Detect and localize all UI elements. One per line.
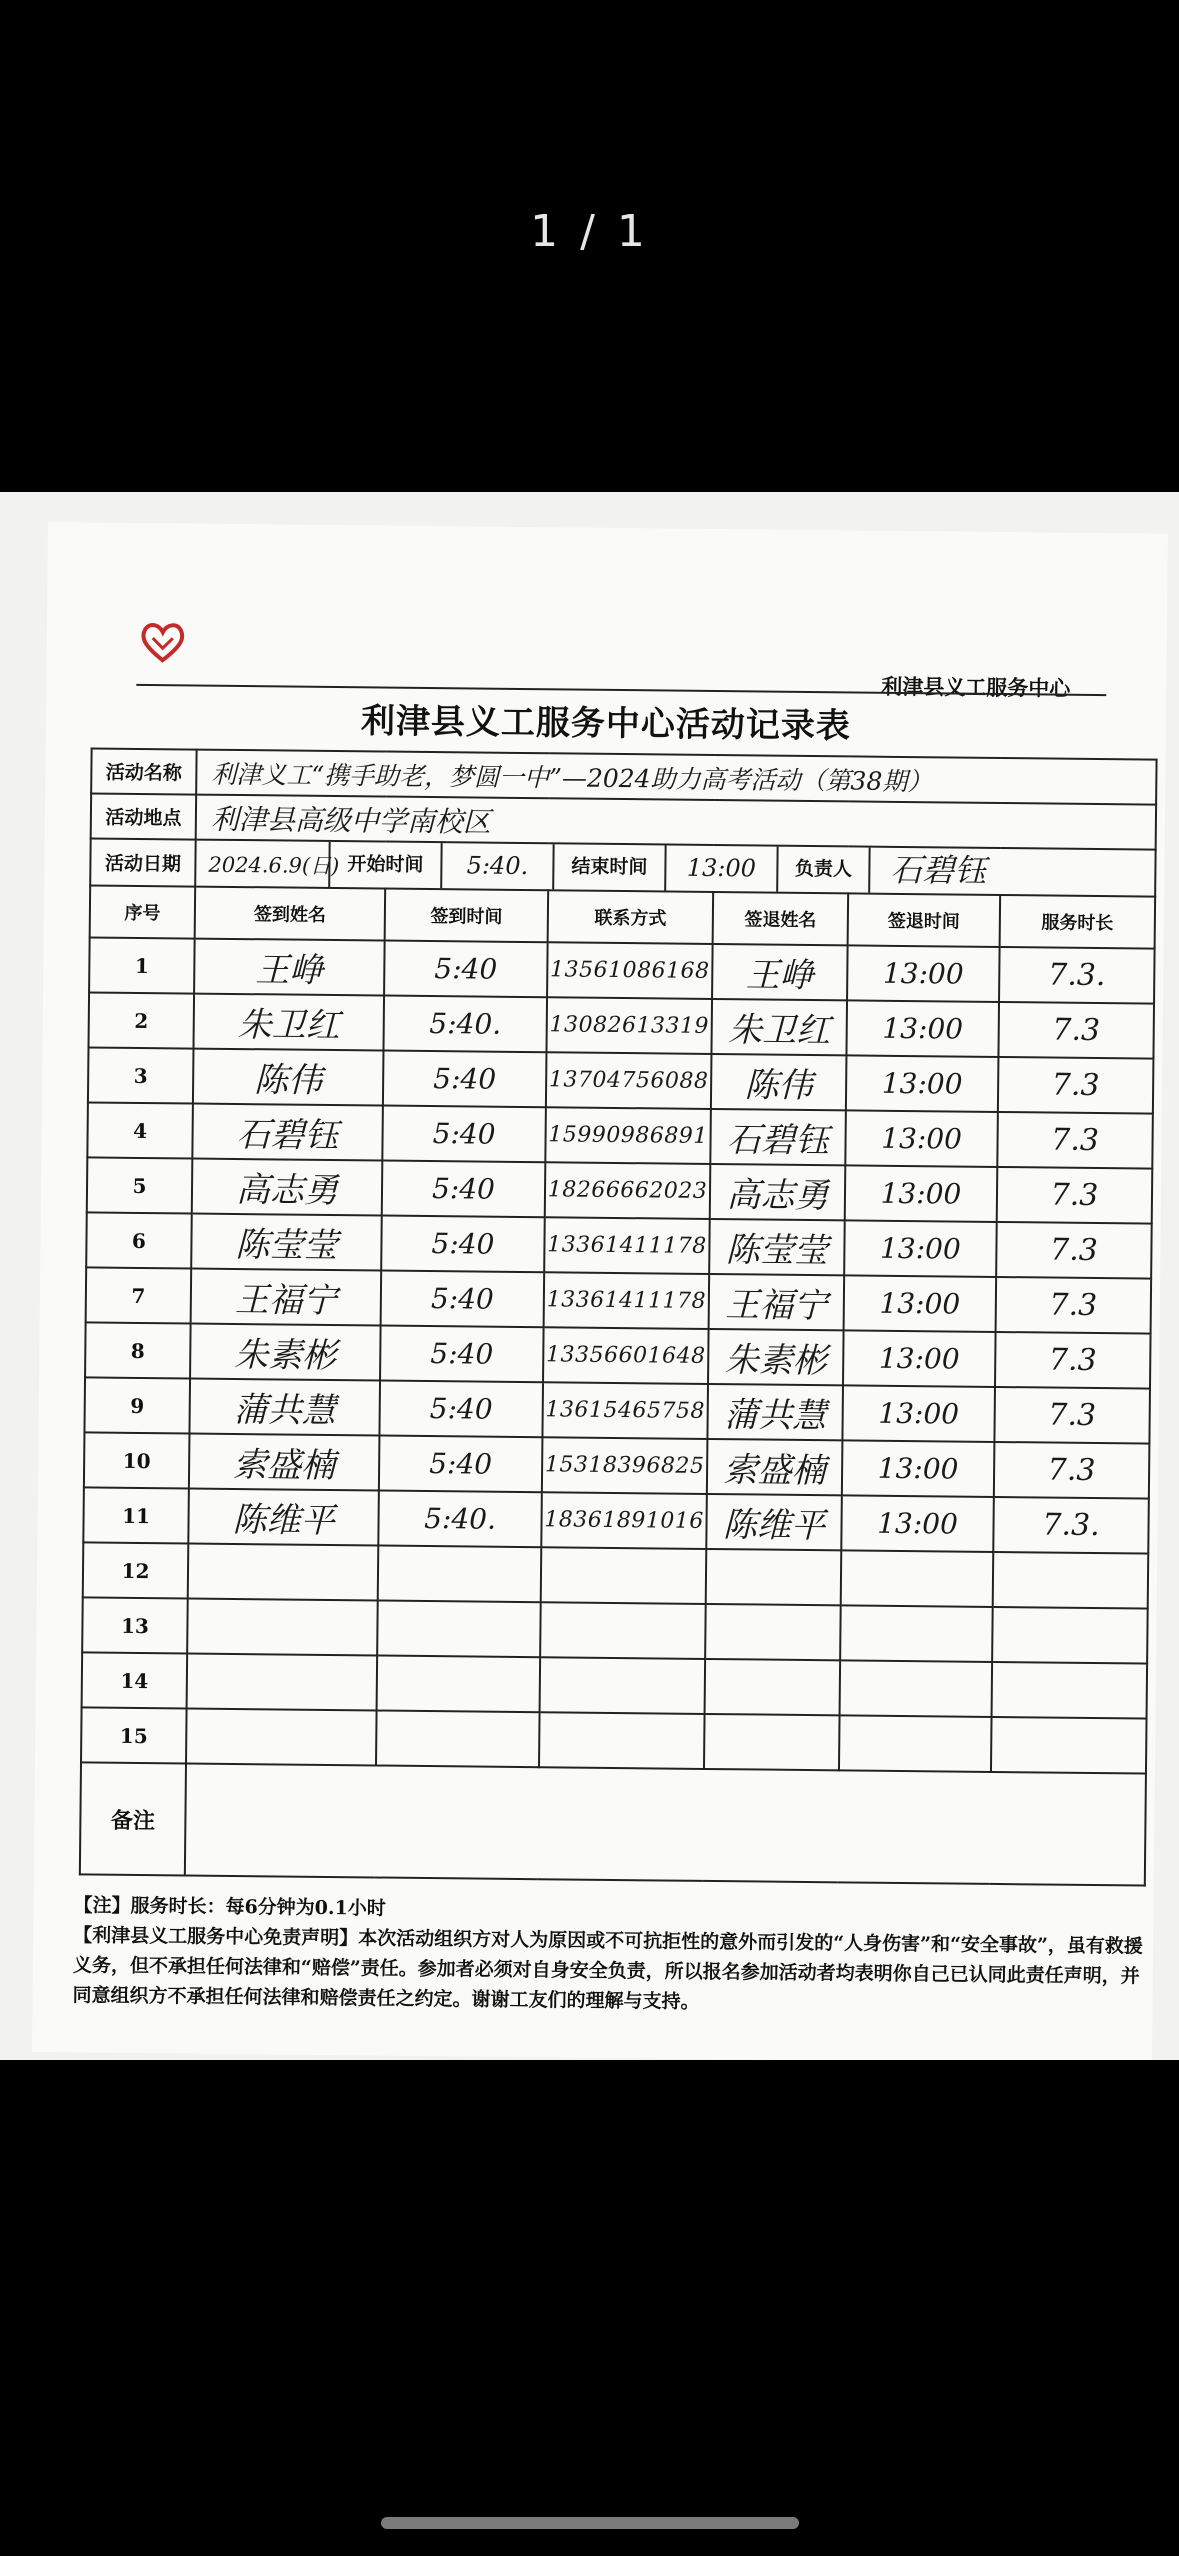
service-duration-note: 【注】服务时长：每6分钟为0.1小时 [73, 1894, 386, 1920]
signout-name-cell: 陈维平 [706, 1494, 842, 1550]
signout-name-cell: 王峥 [712, 944, 848, 1000]
record-form [32, 522, 1168, 2060]
signin-name-cell: 朱卫红 [193, 994, 384, 1051]
duration-cell: 7.3 [998, 1002, 1154, 1059]
date-value: 2024.6.9(日) [208, 852, 340, 878]
activity-name-label: 活动名称 [91, 748, 196, 794]
row-seq-cell: 4 [87, 1102, 193, 1158]
contact-cell [540, 1602, 706, 1659]
duration-cell: 7.3 [996, 1222, 1152, 1279]
leader-label: 负责人 [776, 847, 868, 893]
remarks-value [185, 1764, 1146, 1886]
signin-time-cell: 5:40 [381, 1271, 545, 1328]
signin-name-cell: 陈维平 [188, 1489, 379, 1546]
duration-cell: 7.3 [994, 1387, 1150, 1444]
signout-name-cell [706, 1549, 842, 1605]
contact-cell: 13561086168 [547, 942, 713, 999]
contact-cell: 18361891016 [541, 1492, 707, 1549]
signin-name-cell [186, 1709, 377, 1766]
signin-name-cell: 王福宁 [191, 1269, 382, 1326]
signout-time-cell: 13:00 [842, 1385, 995, 1442]
signout-name-cell: 陈伟 [711, 1054, 847, 1110]
signin-name-cell: 索盛楠 [189, 1434, 380, 1491]
duration-cell: 7.3. [999, 947, 1155, 1004]
contact-cell [541, 1547, 707, 1604]
header-signout-name: 签退姓名 [713, 892, 849, 945]
contact-cell [540, 1657, 706, 1714]
signout-name-cell [705, 1604, 841, 1660]
duration-cell: 7.3 [994, 1442, 1150, 1499]
contact-cell: 13361411178 [544, 1217, 710, 1274]
signout-name-cell: 朱卫红 [711, 999, 847, 1055]
record-rows [81, 937, 1155, 1773]
contact-cell: 13356601648 [543, 1327, 709, 1384]
signin-name-cell: 陈伟 [193, 1049, 384, 1106]
signout-time-cell: 13:00 [845, 1110, 998, 1167]
activity-name-value: 利津义工“携手助老，梦圆一中”—2024助力高考活动（第38期） [196, 750, 1156, 805]
row-seq-cell: 12 [83, 1542, 189, 1598]
row-seq-cell: 15 [81, 1707, 187, 1763]
row-seq-cell: 6 [86, 1212, 192, 1268]
signout-name-cell: 陈莹莹 [709, 1219, 845, 1275]
duration-cell: 7.3. [993, 1497, 1149, 1554]
signin-name-cell: 王峥 [194, 939, 385, 996]
signin-time-cell: 5:40 [379, 1436, 543, 1493]
signout-name-cell: 索盛楠 [707, 1439, 843, 1495]
duration-cell [991, 1717, 1147, 1774]
location-label: 活动地点 [91, 793, 196, 839]
row-seq-cell: 14 [82, 1652, 188, 1708]
signin-time-cell: 5:40 [379, 1381, 543, 1438]
heart-logo-icon [139, 620, 187, 665]
signin-name-cell: 蒲共慧 [189, 1379, 380, 1436]
duration-cell [992, 1607, 1148, 1664]
signout-name-cell [704, 1714, 840, 1770]
signin-time-cell: 5:40 [382, 1161, 546, 1218]
signout-time-cell: 13:00 [844, 1275, 997, 1332]
header-duration: 服务时长 [1000, 895, 1156, 949]
signout-time-cell [839, 1715, 992, 1772]
duration-cell: 7.3 [997, 1112, 1153, 1169]
signout-name-cell [705, 1659, 841, 1715]
contact-cell: 15990986891 [545, 1107, 711, 1164]
signout-time-cell: 13:00 [841, 1495, 994, 1552]
signin-time-cell [377, 1656, 541, 1713]
signin-name-cell [187, 1599, 378, 1656]
signin-time-cell: 5:40 [384, 941, 548, 998]
signout-time-cell [840, 1605, 993, 1662]
remarks-row [80, 1762, 1146, 1885]
row-seq-cell: 5 [87, 1157, 193, 1213]
remarks-label: 备注 [80, 1762, 186, 1875]
document-photo[interactable] [0, 492, 1179, 2060]
record-table [79, 747, 1158, 1886]
signout-time-cell: 13:00 [843, 1330, 996, 1387]
contact-cell [539, 1712, 705, 1769]
footnotes [72, 1890, 1153, 2021]
contact-cell: 13704756088 [546, 1052, 712, 1109]
date-label: 活动日期 [90, 838, 195, 886]
signin-name-cell [187, 1654, 378, 1711]
location-value: 利津县高级中学南校区 [196, 795, 1156, 850]
row-seq-cell: 8 [85, 1322, 191, 1378]
signout-time-cell [841, 1550, 994, 1607]
duration-cell: 7.3 [995, 1332, 1151, 1389]
row-seq-cell: 10 [84, 1432, 190, 1488]
row-seq-cell: 7 [86, 1267, 192, 1323]
signin-name-cell [188, 1544, 379, 1601]
start-value: 5:40. [440, 843, 552, 889]
signout-time-cell: 13:00 [847, 945, 1000, 1002]
signin-name-cell: 高志勇 [192, 1159, 383, 1216]
header-signin-time: 签到时间 [385, 889, 549, 943]
contact-cell: 18266662023 [545, 1162, 711, 1219]
home-indicator[interactable] [381, 2517, 799, 2529]
duration-cell: 7.3 [996, 1277, 1152, 1334]
header-signin-name: 签到姓名 [195, 887, 386, 941]
signout-time-cell: 13:00 [846, 1055, 999, 1112]
row-seq-cell: 3 [88, 1047, 194, 1103]
duration-cell: 7.3 [997, 1167, 1153, 1224]
signin-time-cell [378, 1546, 542, 1603]
row-seq-cell: 2 [88, 992, 194, 1048]
signout-time-cell: 13:00 [844, 1220, 997, 1277]
duration-cell [993, 1552, 1149, 1609]
form-title: 利津县义工服务中心活动记录表 [360, 701, 852, 747]
signout-name-cell: 王福宁 [709, 1274, 845, 1330]
signin-time-cell: 5:40 [381, 1216, 545, 1273]
header-contact: 联系方式 [548, 890, 714, 944]
start-label: 开始时间 [328, 842, 440, 888]
end-value: 13:00 [664, 845, 776, 891]
contact-cell: 15318396825 [542, 1437, 708, 1494]
signout-time-cell [840, 1660, 993, 1717]
contact-cell: 13615465758 [542, 1382, 708, 1439]
contact-cell: 13082613319 [546, 997, 712, 1054]
signout-name-cell: 高志勇 [710, 1164, 846, 1220]
signout-time-cell: 13:00 [842, 1440, 995, 1497]
row-seq-cell: 9 [84, 1377, 190, 1433]
disclaimer-note: 【利津县义工服务中心免责声明】本次活动组织方对人为原因或不可抗拒性的意外而引发的“人身伤害”和“安全事故”，虽有救援义务，但不承担任何法律和“赔偿”责任。参加者必须对自身安全负责，所以报名参加活动者均表明你自己已认同此责任声明，并同意组织方不承担任何法律和赔偿责任之约定。谢谢工友们的理解与支持。 [72, 1924, 1143, 2013]
signin-name-cell: 石碧钰 [192, 1104, 383, 1161]
signout-name-cell: 朱素彬 [708, 1329, 844, 1385]
page-counter: 1 / 1 [530, 206, 649, 257]
signin-time-cell: 5:40 [382, 1106, 546, 1163]
signout-time-cell: 13:00 [845, 1165, 998, 1222]
end-label: 结束时间 [552, 844, 664, 890]
org-header: 利津县义工服务中心 [881, 673, 1071, 701]
header-signout-time: 签退时间 [848, 893, 1001, 947]
signout-name-cell: 蒲共慧 [707, 1384, 843, 1440]
row-seq-cell: 13 [82, 1597, 188, 1653]
signin-time-cell: 5:40. [383, 996, 547, 1053]
signin-time-cell: 5:40. [378, 1491, 542, 1548]
contact-cell: 13361411178 [544, 1272, 710, 1329]
row-seq-cell: 11 [83, 1487, 189, 1543]
signout-time-cell: 13:00 [846, 1000, 999, 1057]
signout-name-cell: 石碧钰 [710, 1109, 846, 1165]
leader-value: 石碧钰 [868, 848, 1154, 896]
signin-name-cell: 陈莹莹 [191, 1214, 382, 1271]
signin-time-cell: 5:40 [380, 1326, 544, 1383]
duration-cell: 7.3 [998, 1057, 1154, 1114]
signin-time-cell: 5:40 [383, 1051, 547, 1108]
header-seq: 序号 [90, 885, 196, 938]
row-seq-cell: 1 [89, 937, 195, 993]
signin-time-cell [376, 1711, 540, 1768]
signin-time-cell [377, 1601, 541, 1658]
duration-cell [992, 1662, 1148, 1719]
signin-name-cell: 朱素彬 [190, 1324, 381, 1381]
